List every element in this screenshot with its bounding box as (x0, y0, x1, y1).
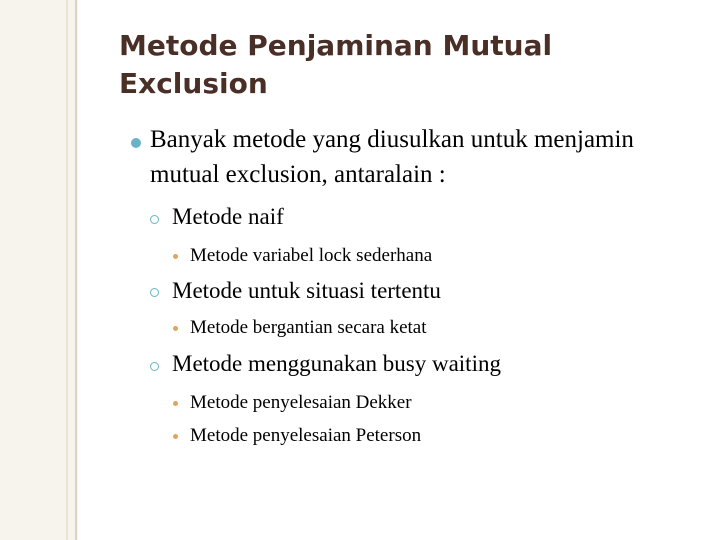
level3-bullet-icon (173, 254, 178, 259)
level3-item: Metode penyelesaian Dekker (190, 392, 412, 413)
level3-item: Metode variabel lock sederhana (190, 245, 433, 266)
level3-bullet-icon (173, 401, 178, 406)
level3-item: Metode penyelesaian Peterson (190, 425, 422, 446)
level2-bullet-icon (150, 362, 159, 371)
level2-bullet-icon (150, 215, 159, 224)
slide-title: Metode Penjaminan Mutual Exclusion (119, 29, 553, 100)
level3-bullet-icon (173, 434, 178, 439)
level1-bullet-text: Banyak metode yang diusulkan untuk menjamin mutual exclusion, antaralain : (150, 126, 634, 188)
level3-item: Metode bergantian secara ketat (190, 317, 427, 338)
level2-item-metode-naif: Metode naif (172, 204, 284, 229)
level3-bullet-icon (173, 326, 178, 331)
level2-bullet-icon (150, 288, 159, 297)
level2-item-situasi-tertentu: Metode untuk situasi tertentu (172, 278, 441, 303)
level2-item-busy-waiting: Metode menggunakan busy waiting (172, 351, 501, 376)
level1-bullet-icon (131, 138, 141, 148)
